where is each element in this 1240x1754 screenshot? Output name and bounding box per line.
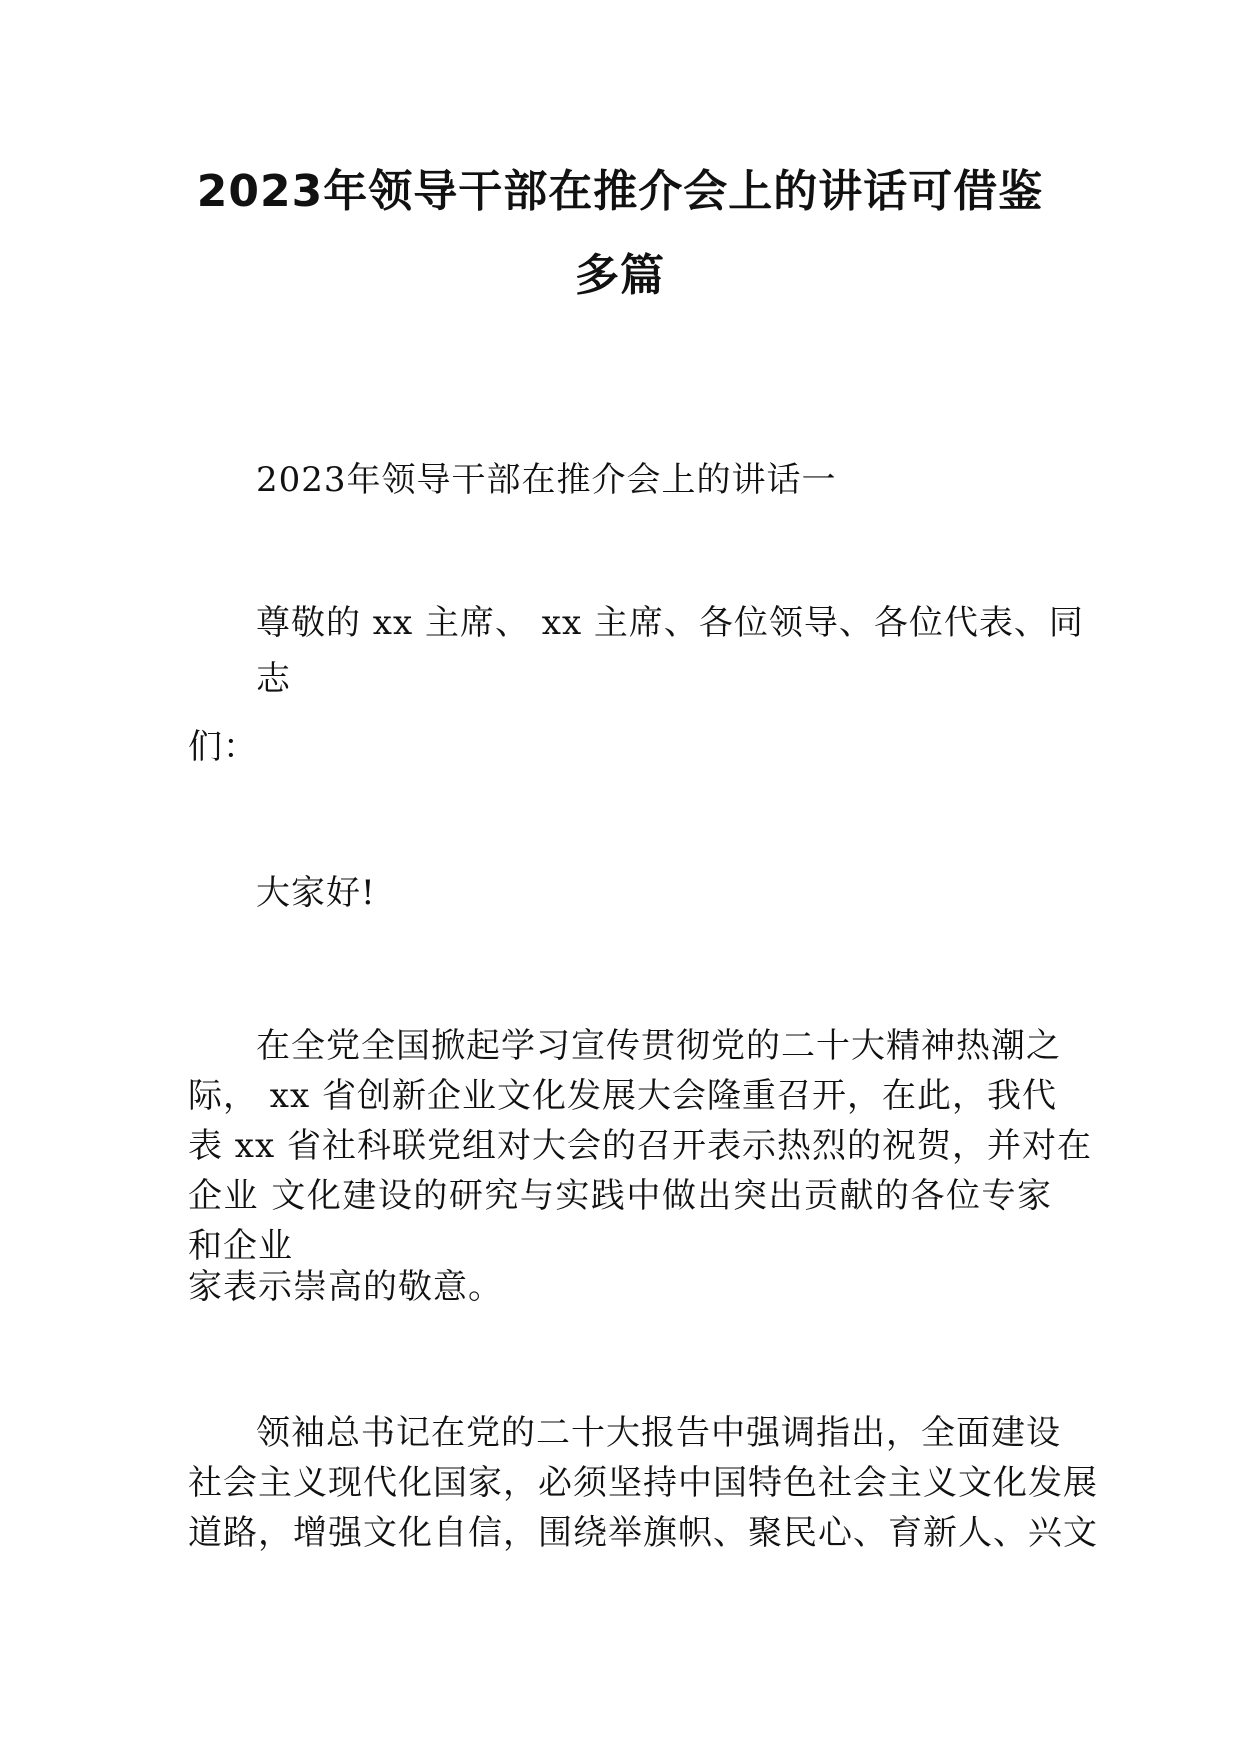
paragraph-1 [188,1021,1092,1271]
title-line-2: 多篇 [575,250,665,301]
paragraph-2-line: 领袖总书记在党的二十大报告中强调指出，全面建设 [256,1413,1061,1453]
salutation [256,598,1084,704]
paragraph-1-line: 和企业 [188,1226,293,1266]
paragraph-1-line: 在全党全国掀起学习宣传贯彻党的二十大精神热潮之 [256,1026,1061,1066]
paragraph-1-line: 表 xx 省社科联党组对大会的召开表示热烈的祝贺，并对在 [188,1126,1092,1166]
section-heading-text: 2023年领导干部在推介会上的讲话一 [256,460,837,500]
paragraph-1-line: 际， xx 省创新企业文化发展大会隆重召开，在此，我代 [188,1076,1057,1116]
paragraph-2-line: 社会主义现代化国家，必须坚持中国特色社会主义文化发展 [188,1463,1098,1503]
document-title [188,150,1052,318]
salutation-line-3: 们： [188,727,258,767]
salutation-tail [188,722,1052,772]
title-line-1: 2023年领导干部在推介会上的讲话可借鉴 [196,166,1044,217]
section-heading [256,455,1052,505]
paragraph-2 [188,1408,1098,1558]
salutation-line-1: 尊敬的 xx 主席、 xx 主席、各位领导、各位代表、同 [256,603,1084,643]
paragraph-1-tail-text: 家表示崇高的敬意。 [188,1267,503,1307]
paragraph-2-line: 道路，增强文化自信，围绕举旗帜、聚民心、育新人、兴文 [188,1513,1098,1553]
greeting [256,868,1052,918]
paragraph-1-line: 企业 文化建设的研究与实践中做出突出贡献的各位专家 [188,1176,1052,1216]
greeting-text: 大家好! [256,873,376,913]
paragraph-1-tail [188,1262,1052,1312]
salutation-line-2: 志 [256,659,291,699]
